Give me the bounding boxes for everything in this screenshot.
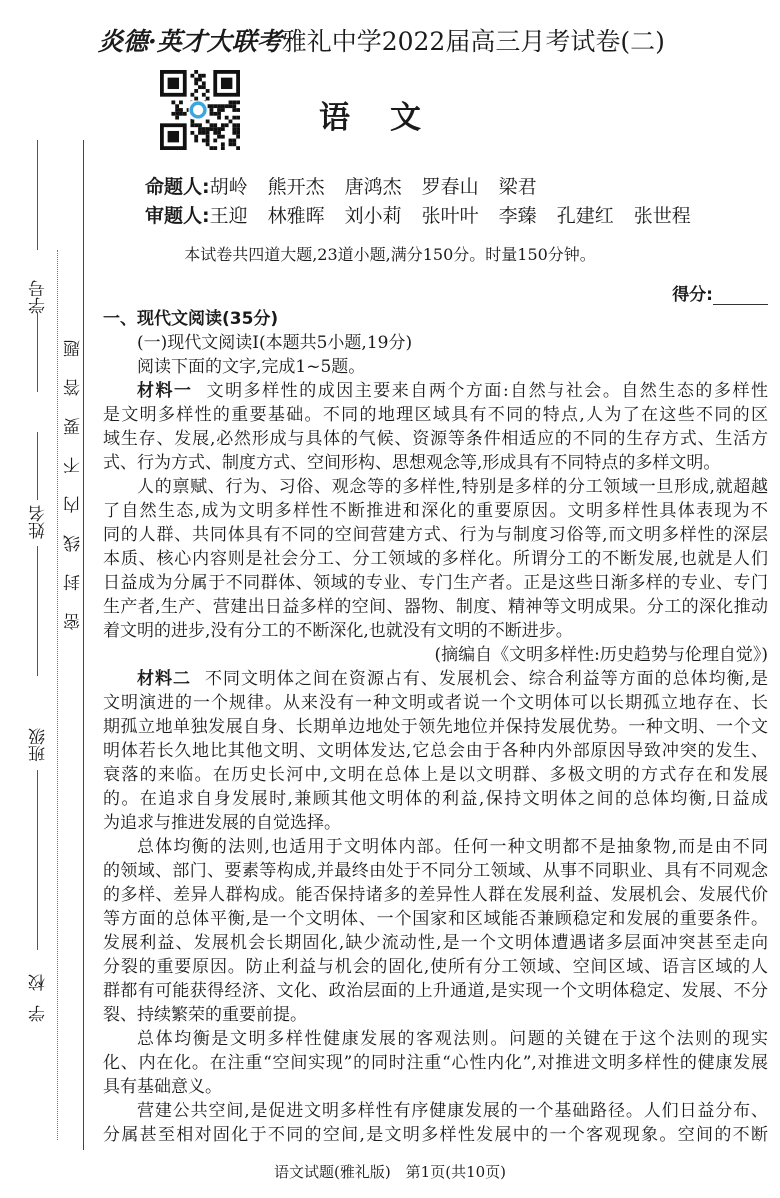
field-line (37, 140, 38, 250)
text-line: 群都有可能获得经济、文化、政治层面的上升通道,是实现一个文明体稳定、发展、不分 (103, 981, 768, 1001)
setter-name: 罗春山 (421, 176, 479, 198)
material-label: 材料二 (137, 669, 191, 689)
text-line: 日益成为分属于不同群体、领域的专业、专门生产者。正是这些日渐多样的专业、专门 (103, 573, 768, 593)
text-line: 为追求与推进发展的自觉选择。 (103, 813, 341, 833)
text-line: 营建公共空间,是促进文明多样性有序健康发展的一个基础路径。人们日益分布、 (137, 1101, 768, 1121)
text-line: 本质、核心内容则是社会分工、分工领域的多样化。所谓分工的不断发展,也就是人们 (103, 549, 768, 569)
text-line: 分属甚至相对固化于不同的空间,是文明多样性发展中的一个客观现象。空间的不断 (103, 1125, 768, 1145)
subject-title: 语文 (319, 100, 461, 136)
text-line: 的。在追求自身发展时,兼顾其他文明体的利益,保持文明体之间的总体均衡,日益成 (103, 789, 768, 809)
source-citation: (摘编自《文明多样性:历史趋势与伦理自觉》) (434, 645, 768, 665)
field-line (37, 312, 38, 392)
text-line: 了自然生态,成为文明多样性不断推进和深化的重要原因。文明多样性具体表现为不 (103, 501, 768, 521)
text-line: 式、行为方式、制度方式、空间形构、思想观念等,形成具有不同特点的多样文明。 (103, 453, 721, 473)
text-line: 同的人群、共同体具有不同的空间营建方式、行为与制度习俗等,而文明多样性的深层 (103, 525, 768, 545)
text-line: (一)现代文阅读Ⅰ(本题共5小题,19分) (137, 333, 413, 353)
reviewer-name: 王迎 (209, 205, 248, 227)
reading-passage (103, 307, 768, 1147)
text-line: 总体均衡是文明多样性健康发展的客观法则。问题的关键在于这个法则的现实 (137, 1029, 768, 1049)
text-line: 域生存、发展,必然形成与具体的气候、资源等条件相适应的不同的生存方式、生活方 (103, 429, 768, 449)
text-line: 的多样、差异人群构成。能否保持诸多的差异性人群在发展利益、发展机会、发展代价 (103, 885, 768, 905)
text-line: 材料二 不同文明体之间在资源占有、发展机会、综合利益等方面的总体均衡,是 (137, 669, 769, 689)
field-name: 姓名 (29, 505, 49, 539)
text-line: 的领域、部门、要素等构成,并最终由处于不同分工领域、从事不同职业、具有不同观念 (103, 861, 768, 881)
text-line: 分裂的重要原因。防止利益与机会的固化,使所有分工领域、空间区域、语言区域的人 (103, 957, 768, 977)
reviewer-name: 林雅晖 (267, 205, 325, 227)
reviewer-name: 张世程 (633, 205, 691, 227)
setter-name: 唐鸿杰 (344, 176, 402, 198)
material-label: 材料一 (137, 381, 193, 401)
text-line: 等方面的总体平衡,是一个文明体、一个国家和区域能否兼顾稳定和发展的重要条件。 (103, 909, 768, 929)
setter-name: 胡岭 (209, 176, 248, 198)
text-line: 人的禀赋、行为、习俗、观念等的多样性,特别是多样的分工领域一旦形成,就超越 (137, 477, 768, 497)
text-line: 明体若长久地比其他文明、文明体发达,它总会由于各种内外部原因导致冲突的发生、 (103, 741, 768, 761)
score-label: 得分: (672, 285, 713, 305)
text-line: 发展利益、发展机会长期固化,缺少流动性,是一个文明体遭遇诸多层面冲突甚至走向 (103, 933, 768, 953)
text-line: 总体均衡的法则,也适用于文明体内部。任何一种文明都不是抽象物,而是由不同 (137, 837, 768, 857)
binding-solid-line (83, 140, 84, 1150)
exam-name: 雅礼中学2022届高三月考试卷(二) (281, 27, 665, 56)
text-line: 衰落的来临。在历史长河中,文明在总体上是以文明群、多极文明的方式存在和发展 (103, 765, 768, 785)
exam-title (98, 26, 774, 58)
score-field (672, 280, 768, 305)
exam-info: 本试卷共四道大题,23道小题,满分150分。时量150分钟。 (184, 245, 596, 264)
reviewers-label: 审题人: (145, 205, 210, 227)
setters-row (145, 172, 557, 199)
field-school: 学校 (29, 960, 49, 1022)
reviewer-name: 李臻 (498, 205, 537, 227)
score-blank[interactable] (713, 288, 768, 305)
text-line: 化、内在化。在注重“空间实现”的同时注重“心性内化”,对推进文明多样性的健康发展 (103, 1053, 768, 1073)
section-heading: 一、现代文阅读(35分) (103, 309, 279, 329)
setter-name: 梁君 (498, 176, 537, 198)
text-line: 生产者,生产、营建出日益多样的空间、器物、制度、精神等文明成果。分工的深化推动 (103, 597, 768, 617)
text-line: 期孤立地单独发展自身、长期单边地处于领先地位并保持发展优势。一种文明、一个文 (103, 717, 768, 737)
text-line: 阅读下面的文字,完成1~5题。 (137, 357, 366, 377)
field-class: 班级 (29, 728, 49, 762)
setter-name: 熊开杰 (267, 176, 325, 198)
text-line: 文明演进的一个规律。从来没有一种文明或者说一个文明体可以长期孤立地存在、长 (103, 693, 768, 713)
reviewer-name: 孔建红 (556, 205, 614, 227)
text-line: 裂、持续繁荣的重要前提。 (103, 1005, 307, 1025)
reviewers-row (145, 201, 711, 228)
field-student-id: 学号 (29, 280, 49, 314)
brand-name: 炎德·英才大联考 (98, 27, 282, 56)
binding-dotted-line (57, 250, 58, 1140)
text-line: 是文明多样性的重要基础。不同的地理区域具有不同的特点,人为了在这些不同的区 (103, 405, 768, 425)
text-line: 具有基础意义。 (103, 1077, 222, 1097)
reviewer-name: 张叶叶 (421, 205, 479, 227)
text-line: 着文明的进步,没有分工的不断深化,也就没有文明的不断进步。 (103, 621, 573, 641)
page-footer: 语文试题(雅礼版) 第1页(共10页) (273, 1163, 507, 1181)
field-line (37, 546, 38, 676)
setters-label: 命题人: (145, 176, 210, 198)
seal-notice: 密封线内不要答题 (64, 318, 84, 630)
field-line (37, 770, 38, 950)
text-line: 材料一 文明多样性的成因主要来自两个方面:自然与社会。自然生态的多样性 (137, 381, 769, 401)
field-line (37, 432, 38, 500)
reviewer-name: 刘小莉 (344, 205, 402, 227)
